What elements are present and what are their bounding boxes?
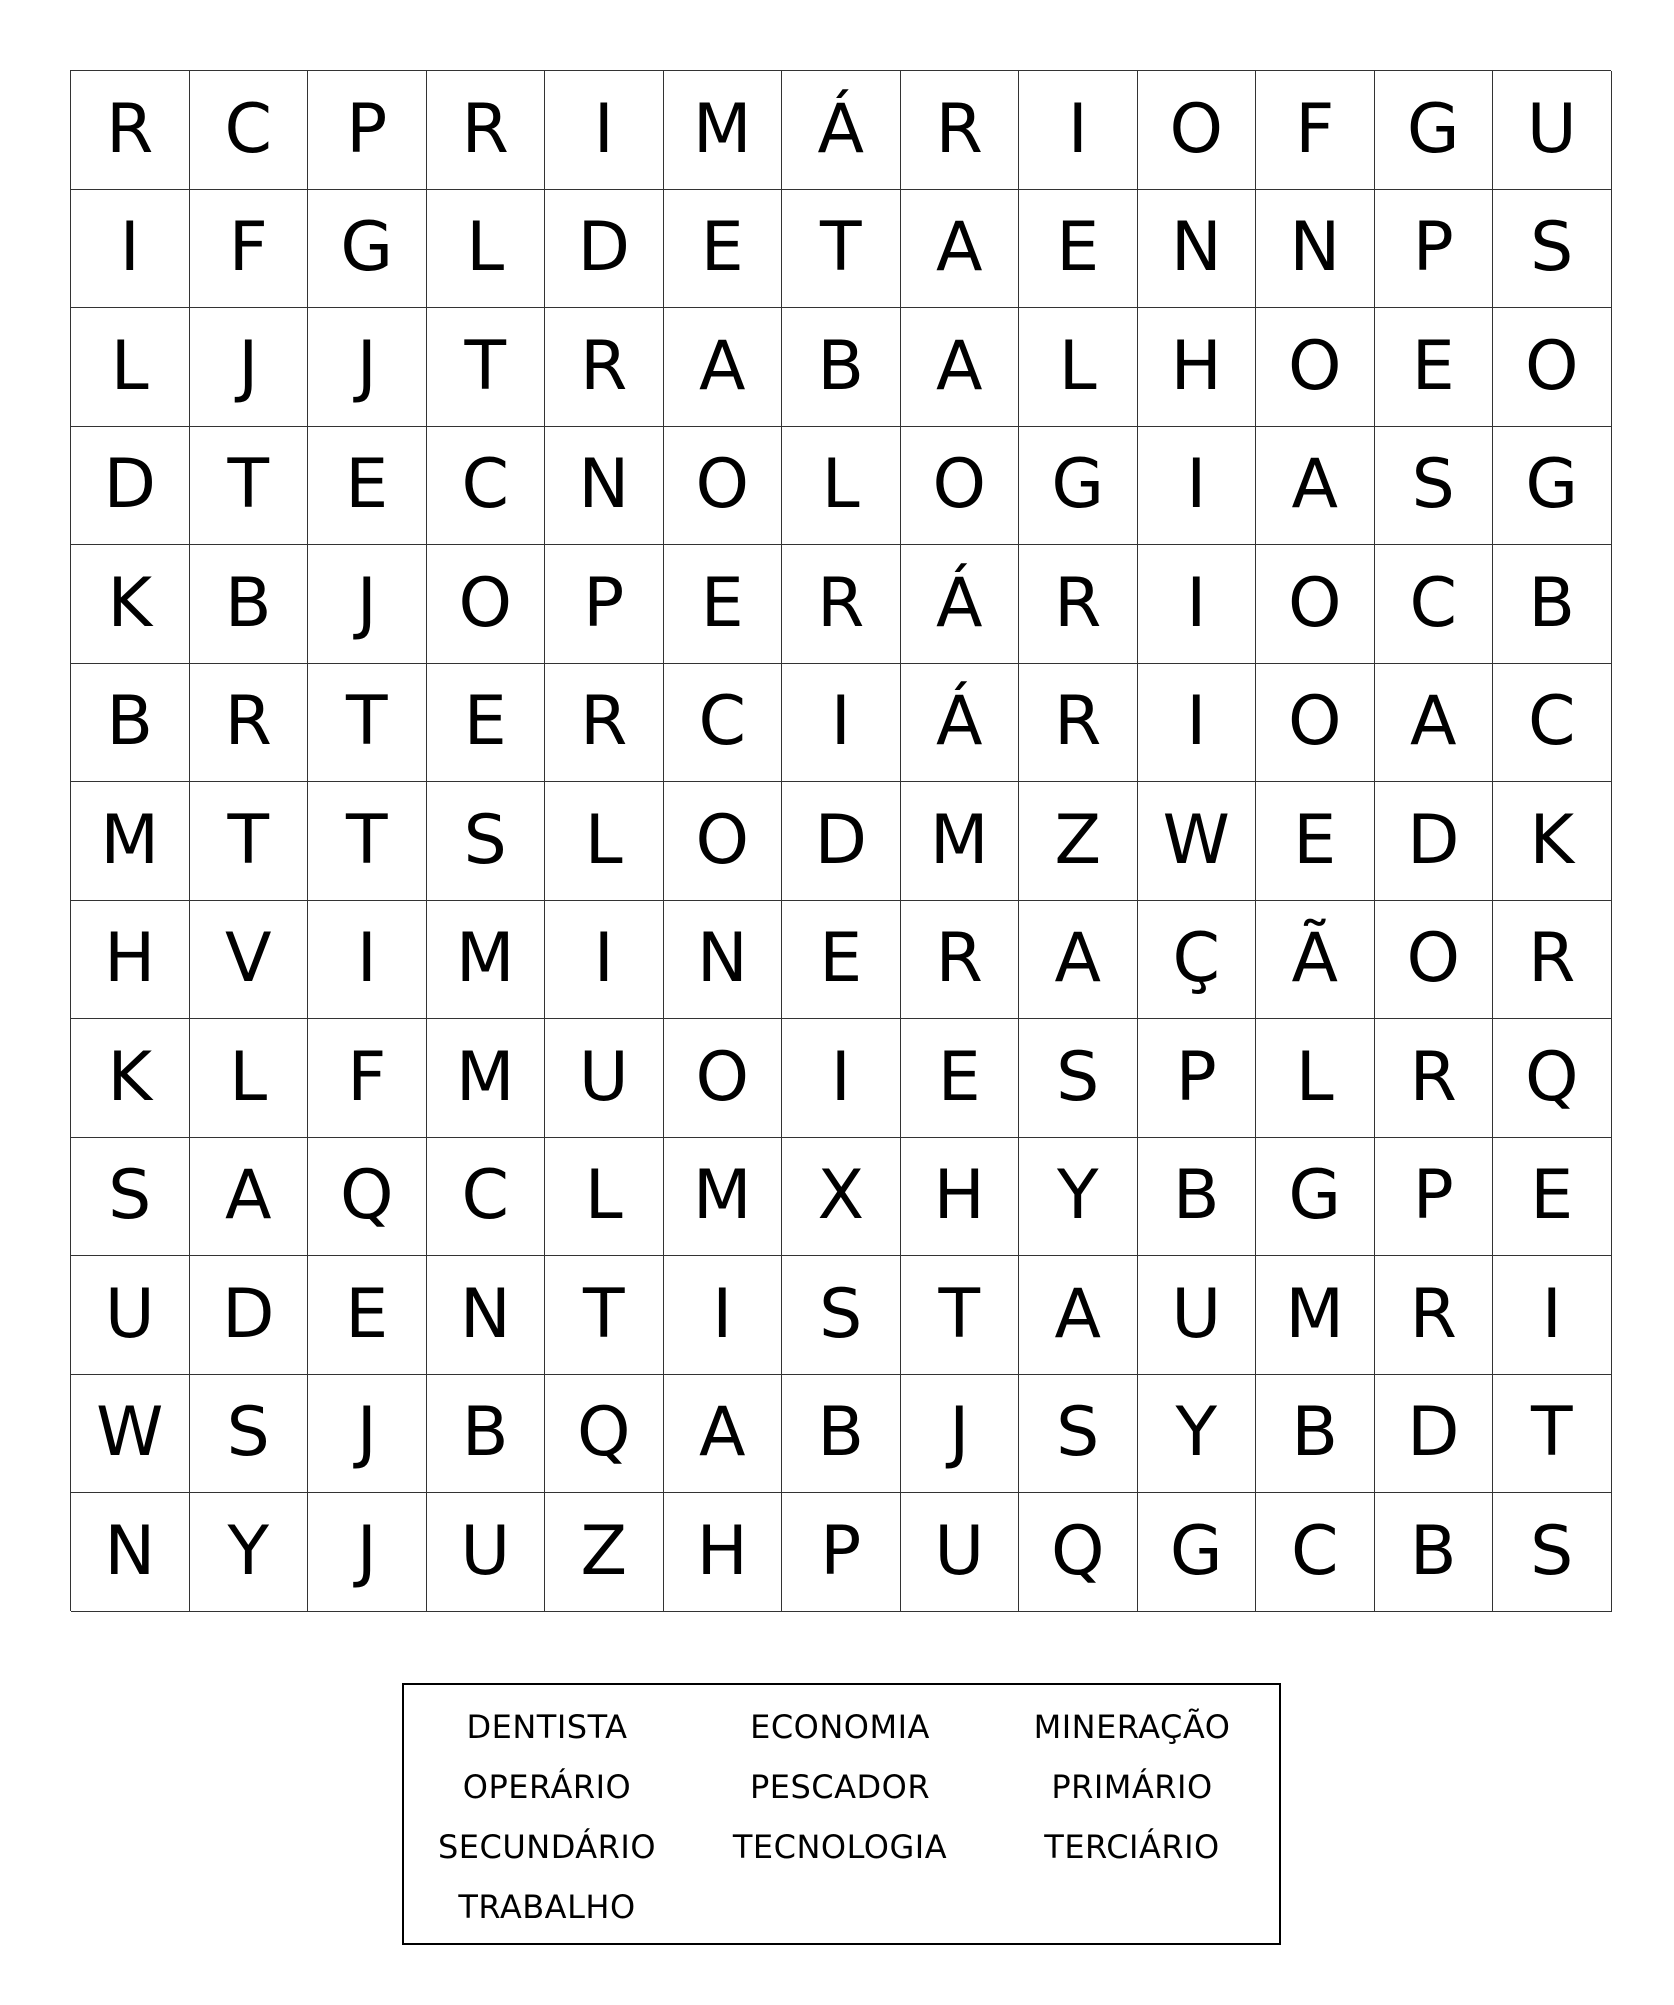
grid-cell[interactable]: I [1019, 71, 1138, 190]
grid-cell[interactable]: S [1019, 1019, 1138, 1138]
grid-cell[interactable]: C [1375, 545, 1494, 664]
grid-cell[interactable]: E [1493, 1138, 1612, 1257]
grid-cell[interactable]: Y [1138, 1375, 1257, 1494]
grid-cell[interactable]: R [190, 664, 309, 783]
grid-cell[interactable]: H [901, 1138, 1020, 1257]
word-bank-item: ECONOMIA [750, 1708, 930, 1746]
grid-cell[interactable]: T [308, 664, 427, 783]
grid-cell[interactable]: E [901, 1019, 1020, 1138]
grid-cell[interactable]: C [427, 1138, 546, 1257]
grid-cell[interactable]: O [664, 782, 783, 901]
grid-cell[interactable]: I [545, 71, 664, 190]
grid-cell[interactable]: L [782, 427, 901, 546]
grid-cell[interactable]: W [1138, 782, 1257, 901]
grid-cell[interactable]: B [1138, 1138, 1257, 1257]
grid-cell[interactable]: K [1493, 782, 1612, 901]
grid-cell[interactable]: T [190, 427, 309, 546]
grid-cell[interactable]: C [427, 427, 546, 546]
grid-cell[interactable]: Á [901, 664, 1020, 783]
grid-cell[interactable]: R [1375, 1256, 1494, 1375]
grid-cell[interactable]: C [1256, 1493, 1375, 1612]
grid-cell[interactable]: I [1138, 545, 1257, 664]
grid-cell[interactable]: K [71, 545, 190, 664]
grid-cell[interactable]: W [71, 1375, 190, 1494]
grid-cell[interactable]: R [1019, 545, 1138, 664]
grid-cell[interactable]: S [427, 782, 546, 901]
grid-cell[interactable]: B [782, 1375, 901, 1494]
grid-cell[interactable]: E [308, 427, 427, 546]
word-bank-item: OPERÁRIO [462, 1768, 632, 1806]
word-bank-item: PRIMÁRIO [1051, 1768, 1213, 1806]
grid-cell[interactable]: H [1138, 308, 1257, 427]
grid-cell[interactable]: A [1256, 427, 1375, 546]
grid-cell[interactable]: O [664, 427, 783, 546]
grid-cell[interactable]: A [664, 308, 783, 427]
grid-cell[interactable]: G [1138, 1493, 1257, 1612]
grid-cell[interactable]: T [308, 782, 427, 901]
grid-cell[interactable]: U [71, 1256, 190, 1375]
grid-cell[interactable]: G [1019, 427, 1138, 546]
grid-cell[interactable]: F [1256, 71, 1375, 190]
word-bank-item: SECUNDÁRIO [437, 1828, 657, 1866]
grid-cell[interactable]: K [71, 1019, 190, 1138]
grid-cell[interactable]: E [308, 1256, 427, 1375]
grid-cell[interactable]: I [1138, 427, 1257, 546]
grid-cell[interactable]: D [71, 427, 190, 546]
grid-cell[interactable]: Q [545, 1375, 664, 1494]
grid-cell[interactable]: A [190, 1138, 309, 1257]
grid-cell[interactable]: B [71, 664, 190, 783]
grid-cell[interactable]: B [1493, 545, 1612, 664]
grid-cell[interactable]: O [1138, 71, 1257, 190]
grid-cell[interactable]: O [901, 427, 1020, 546]
grid-cell[interactable]: L [1019, 308, 1138, 427]
grid-cell[interactable]: O [1256, 545, 1375, 664]
grid-cell[interactable]: P [308, 71, 427, 190]
grid-cell[interactable]: Á [782, 71, 901, 190]
word-bank-item: TRABALHO [458, 1888, 636, 1926]
grid-cell[interactable]: E [1256, 782, 1375, 901]
grid-cell[interactable]: J [308, 1493, 427, 1612]
grid-cell[interactable]: O [1493, 308, 1612, 427]
grid-cell[interactable]: Ã [1256, 901, 1375, 1020]
grid-cell[interactable]: Q [308, 1138, 427, 1257]
grid-cell[interactable]: C [190, 71, 309, 190]
grid-cell[interactable]: O [664, 1019, 783, 1138]
grid-cell[interactable]: Á [901, 545, 1020, 664]
grid-cell[interactable]: N [1256, 190, 1375, 309]
grid-cell[interactable]: I [782, 1019, 901, 1138]
grid-cell[interactable]: J [190, 308, 309, 427]
grid-cell[interactable]: J [308, 308, 427, 427]
grid-cell[interactable]: S [1493, 190, 1612, 309]
grid-cell[interactable]: A [664, 1375, 783, 1494]
grid-cell[interactable]: D [782, 782, 901, 901]
grid-cell[interactable]: I [545, 901, 664, 1020]
grid-cell[interactable]: G [308, 190, 427, 309]
grid-cell[interactable]: T [1493, 1375, 1612, 1494]
grid-cell[interactable]: P [1138, 1019, 1257, 1138]
grid-cell[interactable]: P [1375, 190, 1494, 309]
grid-cell[interactable]: I [664, 1256, 783, 1375]
grid-cell[interactable]: R [545, 664, 664, 783]
grid-cell[interactable]: N [71, 1493, 190, 1612]
grid-cell[interactable]: L [545, 782, 664, 901]
grid-cell[interactable]: Ç [1138, 901, 1257, 1020]
grid-cell[interactable]: B [427, 1375, 546, 1494]
grid-cell[interactable]: I [1493, 1256, 1612, 1375]
grid-cell[interactable]: V [190, 901, 309, 1020]
grid-cell[interactable]: U [901, 1493, 1020, 1612]
grid-cell[interactable]: R [901, 901, 1020, 1020]
grid-cell[interactable]: B [1375, 1493, 1494, 1612]
word-bank-item: MINERAÇÃO [1033, 1708, 1231, 1746]
grid-cell[interactable]: N [1138, 190, 1257, 309]
grid-cell[interactable]: M [427, 901, 546, 1020]
grid-cell[interactable]: A [1375, 664, 1494, 783]
grid-cell[interactable]: M [664, 71, 783, 190]
grid-cell[interactable]: E [1019, 190, 1138, 309]
grid-cell[interactable]: L [71, 308, 190, 427]
grid-cell[interactable]: E [427, 664, 546, 783]
grid-cell[interactable]: P [1375, 1138, 1494, 1257]
grid-cell[interactable]: G [1256, 1138, 1375, 1257]
grid-cell[interactable]: E [782, 901, 901, 1020]
grid-cell[interactable]: T [901, 1256, 1020, 1375]
grid-cell[interactable]: T [190, 782, 309, 901]
grid-cell[interactable]: R [71, 71, 190, 190]
grid-cell[interactable]: S [782, 1256, 901, 1375]
grid-cell[interactable]: N [545, 427, 664, 546]
word-search-grid [70, 70, 1611, 1611]
grid-cell[interactable]: J [308, 545, 427, 664]
grid-cell[interactable]: M [901, 782, 1020, 901]
grid-cell[interactable]: U [1493, 71, 1612, 190]
grid-cell[interactable]: I [308, 901, 427, 1020]
grid-cell[interactable]: E [664, 190, 783, 309]
grid-cell[interactable]: D [545, 190, 664, 309]
grid-cell[interactable]: Z [1019, 782, 1138, 901]
grid-cell[interactable]: H [664, 1493, 783, 1612]
grid-cell[interactable]: X [782, 1138, 901, 1257]
grid-cell[interactable]: T [545, 1256, 664, 1375]
grid-cell[interactable]: A [1019, 901, 1138, 1020]
grid-cell[interactable]: R [1375, 1019, 1494, 1138]
grid-cell[interactable]: S [1493, 1493, 1612, 1612]
grid-cell[interactable]: I [1138, 664, 1257, 783]
grid-cell[interactable]: N [664, 901, 783, 1020]
grid-cell[interactable]: T [427, 308, 546, 427]
grid-cell[interactable]: G [1375, 71, 1494, 190]
grid-cell[interactable]: J [308, 1375, 427, 1494]
grid-cell[interactable]: U [1138, 1256, 1257, 1375]
grid-cell[interactable]: O [1256, 308, 1375, 427]
grid-cell[interactable]: R [1019, 664, 1138, 783]
grid-cell[interactable]: S [71, 1138, 190, 1257]
grid-cell[interactable]: M [71, 782, 190, 901]
grid-cell[interactable]: O [1256, 664, 1375, 783]
grid-cell[interactable]: R [1493, 901, 1612, 1020]
grid-cell[interactable]: E [1375, 308, 1494, 427]
grid-cell[interactable]: T [782, 190, 901, 309]
grid-cell[interactable]: A [901, 308, 1020, 427]
grid-cell[interactable]: L [190, 1019, 309, 1138]
grid-cell[interactable]: R [901, 71, 1020, 190]
grid-cell[interactable]: E [664, 545, 783, 664]
grid-cell[interactable]: N [427, 1256, 546, 1375]
grid-cell[interactable]: P [782, 1493, 901, 1612]
grid-cell[interactable]: M [664, 1138, 783, 1257]
grid-cell[interactable]: S [1375, 427, 1494, 546]
grid-cell[interactable]: O [427, 545, 546, 664]
grid-cell[interactable]: U [545, 1019, 664, 1138]
grid-cell[interactable]: D [190, 1256, 309, 1375]
grid-cell[interactable]: Y [190, 1493, 309, 1612]
grid-cell[interactable]: B [782, 308, 901, 427]
grid-cell[interactable]: L [545, 1138, 664, 1257]
grid-cell[interactable]: S [190, 1375, 309, 1494]
word-bank-item: DENTISTA [466, 1708, 628, 1746]
grid-cell[interactable]: S [1019, 1375, 1138, 1494]
word-bank-item: TERCIÁRIO [1044, 1828, 1220, 1866]
grid-cell[interactable]: B [1256, 1375, 1375, 1494]
grid-cell[interactable]: C [664, 664, 783, 783]
word-bank [402, 1683, 1281, 1945]
grid-cell[interactable]: I [782, 664, 901, 783]
grid-cell[interactable]: R [427, 71, 546, 190]
grid-cell[interactable]: C [1493, 664, 1612, 783]
grid-cell[interactable]: M [427, 1019, 546, 1138]
grid-cell[interactable]: F [190, 190, 309, 309]
grid-cell[interactable]: P [545, 545, 664, 664]
grid-cell[interactable]: J [901, 1375, 1020, 1494]
grid-cell[interactable]: G [1493, 427, 1612, 546]
grid-cell[interactable]: Z [545, 1493, 664, 1612]
grid-cell[interactable]: O [1375, 901, 1494, 1020]
grid-cell[interactable]: I [71, 190, 190, 309]
grid-cell[interactable]: R [782, 545, 901, 664]
grid-cell[interactable]: A [901, 190, 1020, 309]
grid-cell[interactable]: Q [1019, 1493, 1138, 1612]
word-bank-item: TECNOLOGIA [732, 1828, 948, 1866]
grid-cell[interactable]: M [1256, 1256, 1375, 1375]
grid-cell[interactable]: H [71, 901, 190, 1020]
word-bank-item: PESCADOR [749, 1768, 931, 1806]
grid-cell[interactable]: L [1256, 1019, 1375, 1138]
grid-cell[interactable]: A [1019, 1256, 1138, 1375]
grid-cell[interactable]: Y [1019, 1138, 1138, 1257]
grid-cell[interactable]: B [190, 545, 309, 664]
grid-cell[interactable]: Q [1493, 1019, 1612, 1138]
grid-cell[interactable]: U [427, 1493, 546, 1612]
grid-cell[interactable]: L [427, 190, 546, 309]
grid-cell[interactable]: D [1375, 782, 1494, 901]
grid-cell[interactable]: D [1375, 1375, 1494, 1494]
grid-cell[interactable]: R [545, 308, 664, 427]
grid-cell[interactable]: F [308, 1019, 427, 1138]
